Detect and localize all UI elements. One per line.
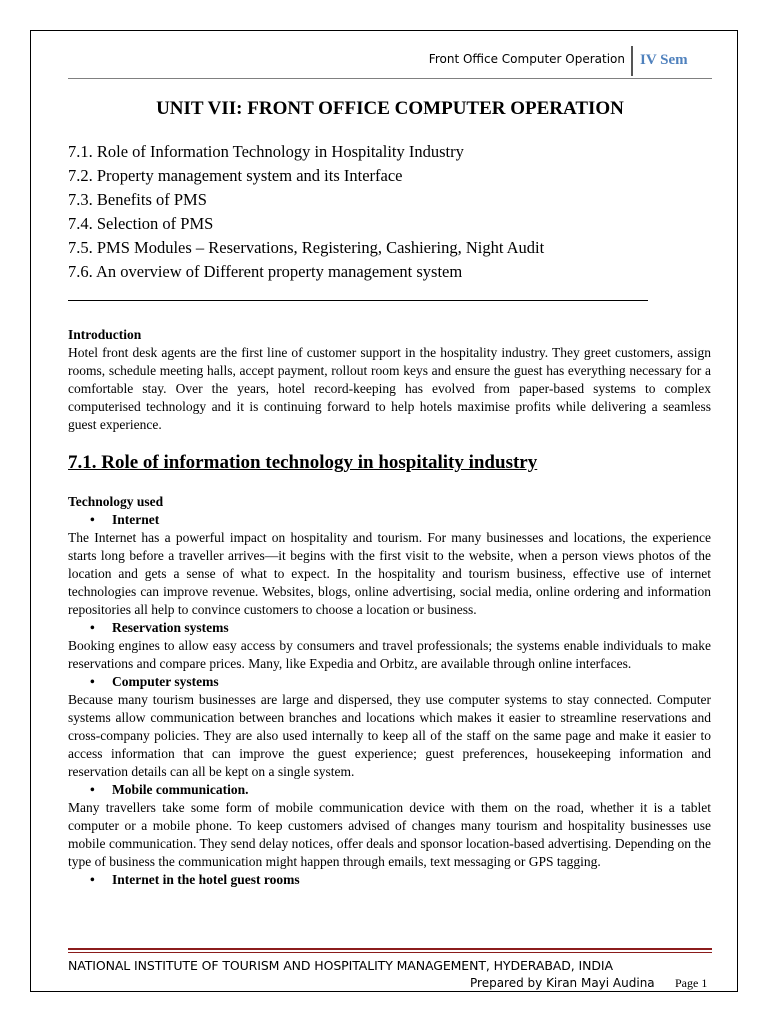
bullet-item-title xyxy=(90,673,711,691)
bullet-item-text: The Internet has a powerful impact on hospitality and tourism. For many businesses and locations, the experience starts long before a traveller arrives—it begins with the first visit to the website, when a person views photos of the location and gets a sense of what to expect. In the hospitality and tourism business, effective use of internet technologies can improve revenue. Websites, blogs, online advertising, social media, online ordering and information repositories all help to convince customers to choose a location or business. xyxy=(68,530,711,617)
bullet-item-text: Booking engines to allow easy access by consumers and travel professionals; the systems enable individuals to make reservations and compare prices. Many, like Expedia and Orbitz, are available through online interfaces. xyxy=(68,638,711,671)
footer-institute: NATIONAL INSTITUTE OF TOURISM AND HOSPITALITY MANAGEMENT, HYDERABAD, INDIA xyxy=(68,958,613,973)
bullet-icon: • xyxy=(90,674,95,689)
table-of-contents xyxy=(68,140,544,284)
footer-prepared-by: Prepared by Kiran Mayi Audina xyxy=(470,976,655,990)
bullet-item-text: Because many tourism businesses are large and dispersed, they use computer systems to stay connected. Computer systems allow communication between branches and locations which makes it easier to streamline reservations and cross-company policies. They are also used internally to keep all of the staff on the same page and make it easier to access information that can improve the guest experience; guest preferences, housekeeping information and reservation details can all be kept on a single system. xyxy=(68,692,711,779)
footer-page-number: Page 1 xyxy=(675,976,708,990)
toc-item: 7.1. Role of Information Technology in Hospitality Industry xyxy=(68,142,464,161)
header-semester: IV Sem xyxy=(640,52,688,68)
bullet-item-text: Many travellers take some form of mobile communication device with them on the road, whether it is a tablet computer or a mobile phone. To keep customers advised of changes many tourism and hospitality businesses use mobile communication. They send delay notices, offer deals and sponsor location-based advertising. Depending on the type of business the communication might happen through emails, text messaging or GPS tagging. xyxy=(68,800,711,869)
section-71-heading: 7.1. Role of information technology in hospitality industry xyxy=(68,452,538,473)
bullet-icon: • xyxy=(90,620,95,635)
footer-rule-thick xyxy=(68,948,712,950)
header-rule xyxy=(68,78,712,79)
header-separator xyxy=(631,46,633,76)
toc-item: 7.3. Benefits of PMS xyxy=(68,190,207,209)
bullet-title-reservation: Reservation systems xyxy=(112,620,229,635)
unit-title: UNIT VII: FRONT OFFICE COMPUTER OPERATION xyxy=(156,98,624,119)
bullet-item-title xyxy=(90,619,711,637)
bullet-title-mobile: Mobile communication. xyxy=(112,782,249,797)
bullet-item-title xyxy=(90,511,711,529)
bullet-title-internet: Internet xyxy=(112,512,160,527)
technology-section xyxy=(68,493,711,889)
bullet-icon: • xyxy=(90,872,95,887)
toc-item: 7.6. An overview of Different property management system xyxy=(68,262,463,281)
bullet-icon: • xyxy=(90,782,95,797)
introduction-heading: Introduction xyxy=(68,327,142,342)
toc-item: 7.2. Property management system and its Interface xyxy=(68,166,403,185)
toc-item: 7.4. Selection of PMS xyxy=(68,214,214,233)
bullet-title-computer: Computer systems xyxy=(112,674,219,689)
introduction-section xyxy=(68,326,711,434)
header-course-title: Front Office Computer Operation xyxy=(428,52,625,66)
footer-rule-thin xyxy=(68,952,712,953)
toc-item: 7.5. PMS Modules – Reservations, Registering, Cashiering, Night Audit xyxy=(68,238,545,257)
introduction-text: Hotel front desk agents are the first line of customer support in the hospitality industry. They greet customers, assign rooms, schedule meeting halls, accept payment, rollout room keys and ensure the guest has everything necessary for a comfortable stay. Over the years, hotel record-keeping has evolved from paper-based systems to complex computerised technology and it is continuing forward to help hotels maximise profits while delivering a seamless guest experience. xyxy=(68,345,711,432)
technology-subheading: Technology used xyxy=(68,494,164,509)
bullet-icon: • xyxy=(90,512,95,527)
bullet-item-title xyxy=(90,781,711,799)
toc-rule xyxy=(68,300,648,301)
bullet-item-title xyxy=(90,871,711,889)
bullet-title-guest-rooms: Internet in the hotel guest rooms xyxy=(112,872,300,887)
